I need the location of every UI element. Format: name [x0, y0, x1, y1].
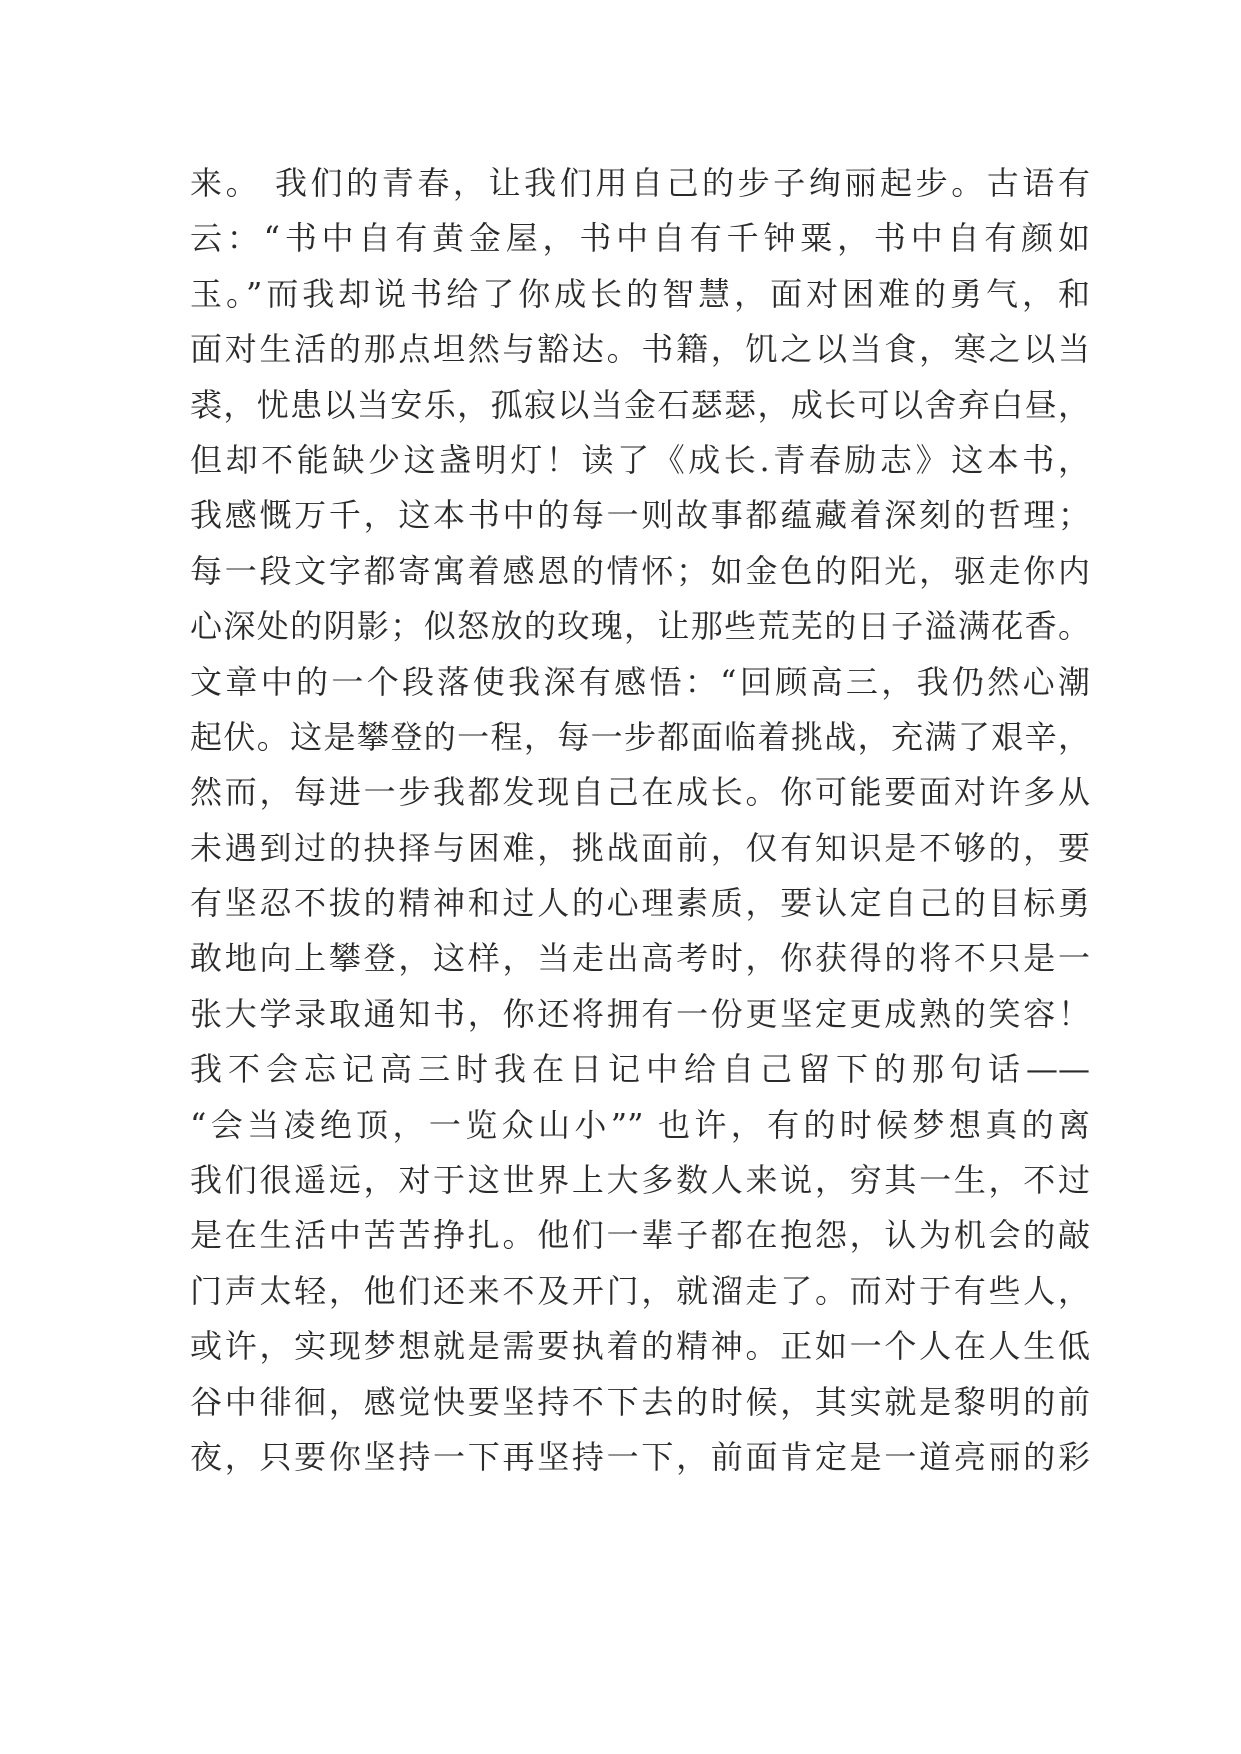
text-line: 然而，每进一步我都发现自己在成长。你可能要面对许多从	[190, 773, 1090, 812]
text-line: 云：“书中自有黄金屋，书中自有千钟粟，书中自有颜如	[190, 219, 1090, 258]
text-line: 有坚忍不拔的精神和过人的心理素质，要认定自己的目标勇	[190, 884, 1090, 923]
text-line: 面对生活的那点坦然与豁达。书籍，饥之以当食，寒之以当	[190, 330, 1090, 369]
text-line: 未遇到过的抉择与困难，挑战面前，仅有知识是不够的，要	[190, 828, 1090, 867]
text-line: 张大学录取通知书，你还将拥有一份更坚定更成熟的笑容！	[190, 994, 1090, 1033]
text-line: 心深处的阴影；似怒放的玫瑰，让那些荒芜的日子溢满花香。	[190, 607, 1090, 646]
text-line: 玉。”而我却说书给了你成长的智慧，面对困难的勇气，和	[190, 274, 1090, 313]
text-line: 文章中的一个段落使我深有感悟：“回顾高三，我仍然心潮	[190, 662, 1090, 701]
text-line: 但却不能缺少这盏明灯！读了《成长.青春励志》这本书，	[190, 440, 1090, 479]
text-line: 我感慨万千，这本书中的每一则故事都蕴藏着深刻的哲理；	[190, 496, 1090, 535]
text-line: “会当凌绝顶，一览众山小”” 也许，有的时候梦想真的离	[190, 1105, 1090, 1144]
text-line: 或许，实现梦想就是需要执着的精神。正如一个人在人生低	[190, 1327, 1090, 1366]
text-line: 每一段文字都寄寓着感恩的情怀；如金色的阳光，驱走你内	[190, 551, 1090, 590]
text-line: 夜，只要你坚持一下再坚持一下，前面肯定是一道亮丽的彩	[190, 1437, 1090, 1476]
text-line: 我们很遥远，对于这世界上大多数人来说，穷其一生，不过	[190, 1161, 1090, 1200]
text-line: 我不会忘记高三时我在日记中给自己留下的那句话——	[190, 1050, 1090, 1089]
text-line: 谷中徘徊，感觉快要坚持不下去的时候，其实就是黎明的前	[190, 1382, 1090, 1421]
text-line: 来。 我们的青春，让我们用自己的步子绚丽起步。古语有	[190, 164, 1090, 202]
text-line: 敢地向上攀登，这样，当走出高考时，你获得的将不只是一	[190, 939, 1090, 978]
text-line: 是在生活中苦苦挣扎。他们一辈子都在抱怨，认为机会的敲	[190, 1216, 1090, 1255]
body-text	[190, 156, 1090, 1485]
text-line: 裘，忧患以当安乐，孤寂以当金石瑟瑟，成长可以舍弃白昼，	[190, 385, 1090, 424]
text-line: 起伏。这是攀登的一程，每一步都面临着挑战，充满了艰辛，	[190, 717, 1090, 756]
text-line: 门声太轻，他们还来不及开门，就溜走了。而对于有些人，	[190, 1271, 1090, 1310]
